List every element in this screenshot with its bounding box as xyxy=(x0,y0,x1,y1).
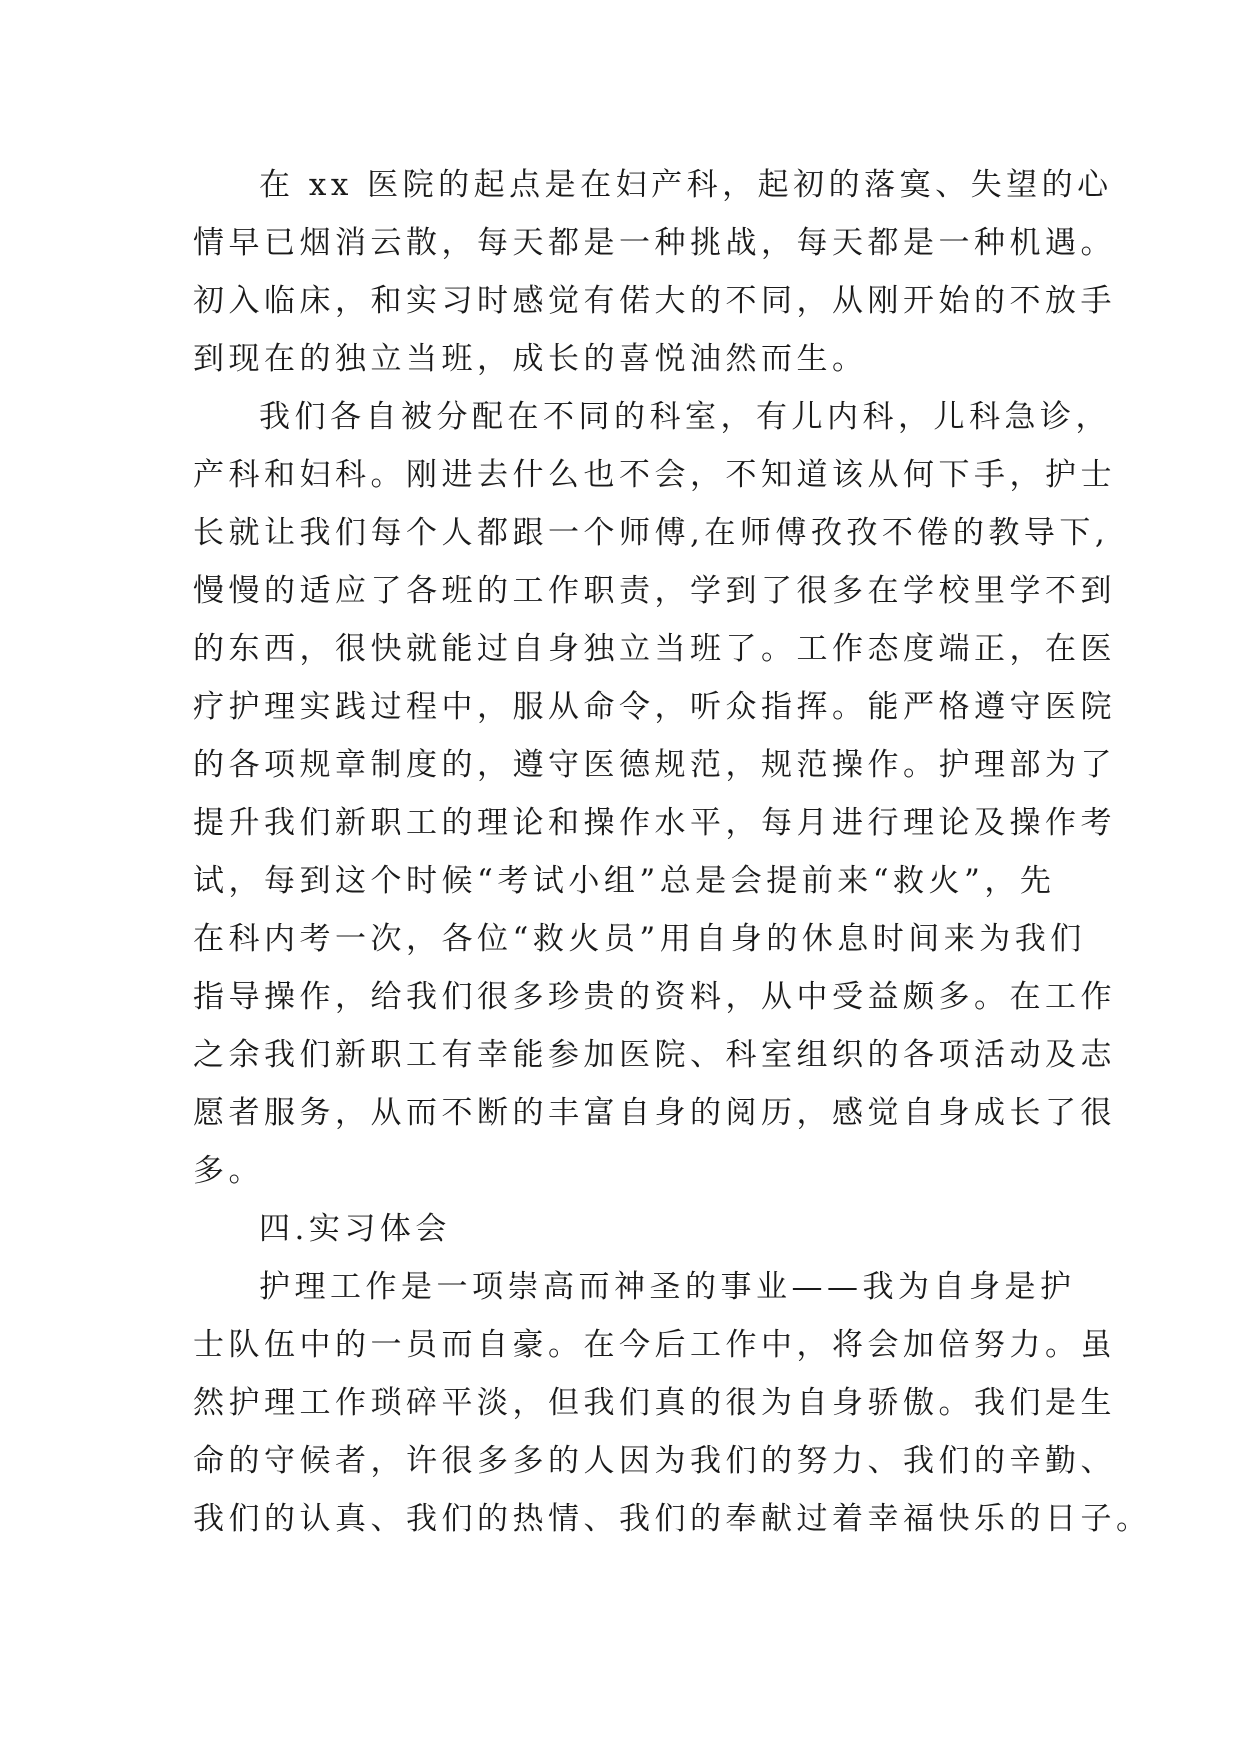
text-line: 初入临床，和实习时感觉有偌大的不同，从刚开始的不放手 xyxy=(193,283,1116,319)
text-line: 命的守候者，许很多多的人因为我们的努力、我们的辛勤、 xyxy=(193,1443,1116,1479)
text-line: 长就让我们每个人都跟一个师傅,在师傅孜孜不倦的教导下, xyxy=(193,515,1110,551)
text-line: 情早已烟消云散，每天都是一种挑战，每天都是一种机遇。 xyxy=(193,225,1116,261)
text-line: 慢慢的适应了各班的工作职责，学到了很多在学校里学不到 xyxy=(193,573,1116,609)
text-line: 然护理工作琐碎平淡，但我们真的很为自身骄傲。我们是生 xyxy=(193,1385,1116,1421)
text-line: 我们的认真、我们的热情、我们的奉献过着幸福快乐的日子。 xyxy=(193,1501,1152,1537)
text-line: 我们各自被分配在不同的科室，有儿内科，儿科急诊， xyxy=(259,399,1111,435)
text-line: 疗护理实践过程中，服从命令，听众指挥。能严格遵守医院 xyxy=(193,689,1116,725)
text-line: 试，每到这个时候“考试小组”总是会提前来“救火”，先 xyxy=(193,863,1056,899)
paragraph xyxy=(193,156,1116,388)
text-line: 到现在的独立当班，成长的喜悦油然而生。 xyxy=(193,341,868,377)
paragraph xyxy=(193,1258,1152,1548)
text-line: 护理工作是一项崇高而神圣的事业——我为自身是护 xyxy=(259,1269,1076,1305)
text-line: 在科内考一次，各位“救火员”用自身的休息时间来为我们 xyxy=(193,921,1086,957)
text-line: 的各项规章制度的，遵守医德规范，规范操作。护理部为了 xyxy=(193,747,1116,783)
section-heading xyxy=(193,1200,1073,1258)
text-line: 之余我们新职工有幸能参加医院、科室组织的各项活动及志 xyxy=(193,1037,1116,1073)
text-line: 提升我们新职工的理论和操作水平，每月进行理论及操作考 xyxy=(193,805,1116,841)
section-heading-text: 四.实习体会 xyxy=(259,1211,451,1247)
text-line: 指导操作，给我们很多珍贵的资料，从中受益颇多。在工作 xyxy=(193,979,1116,1015)
text-line: 在 xx 医院的起点是在妇产科，起初的落寞、失望的心 xyxy=(259,167,1113,203)
text-line: 的东西，很快就能过自身独立当班了。工作态度端正，在医 xyxy=(193,631,1116,667)
text-line: 多。 xyxy=(193,1153,264,1189)
paragraph xyxy=(193,388,1116,1200)
text-line: 士队伍中的一员而自豪。在今后工作中，将会加倍努力。虽 xyxy=(193,1327,1116,1363)
text-line: 产科和妇科。刚进去什么也不会，不知道该从何下手，护士 xyxy=(193,457,1116,493)
document-body xyxy=(193,156,1152,1548)
text-line: 愿者服务，从而不断的丰富自身的阅历，感觉自身成长了很 xyxy=(193,1095,1116,1131)
